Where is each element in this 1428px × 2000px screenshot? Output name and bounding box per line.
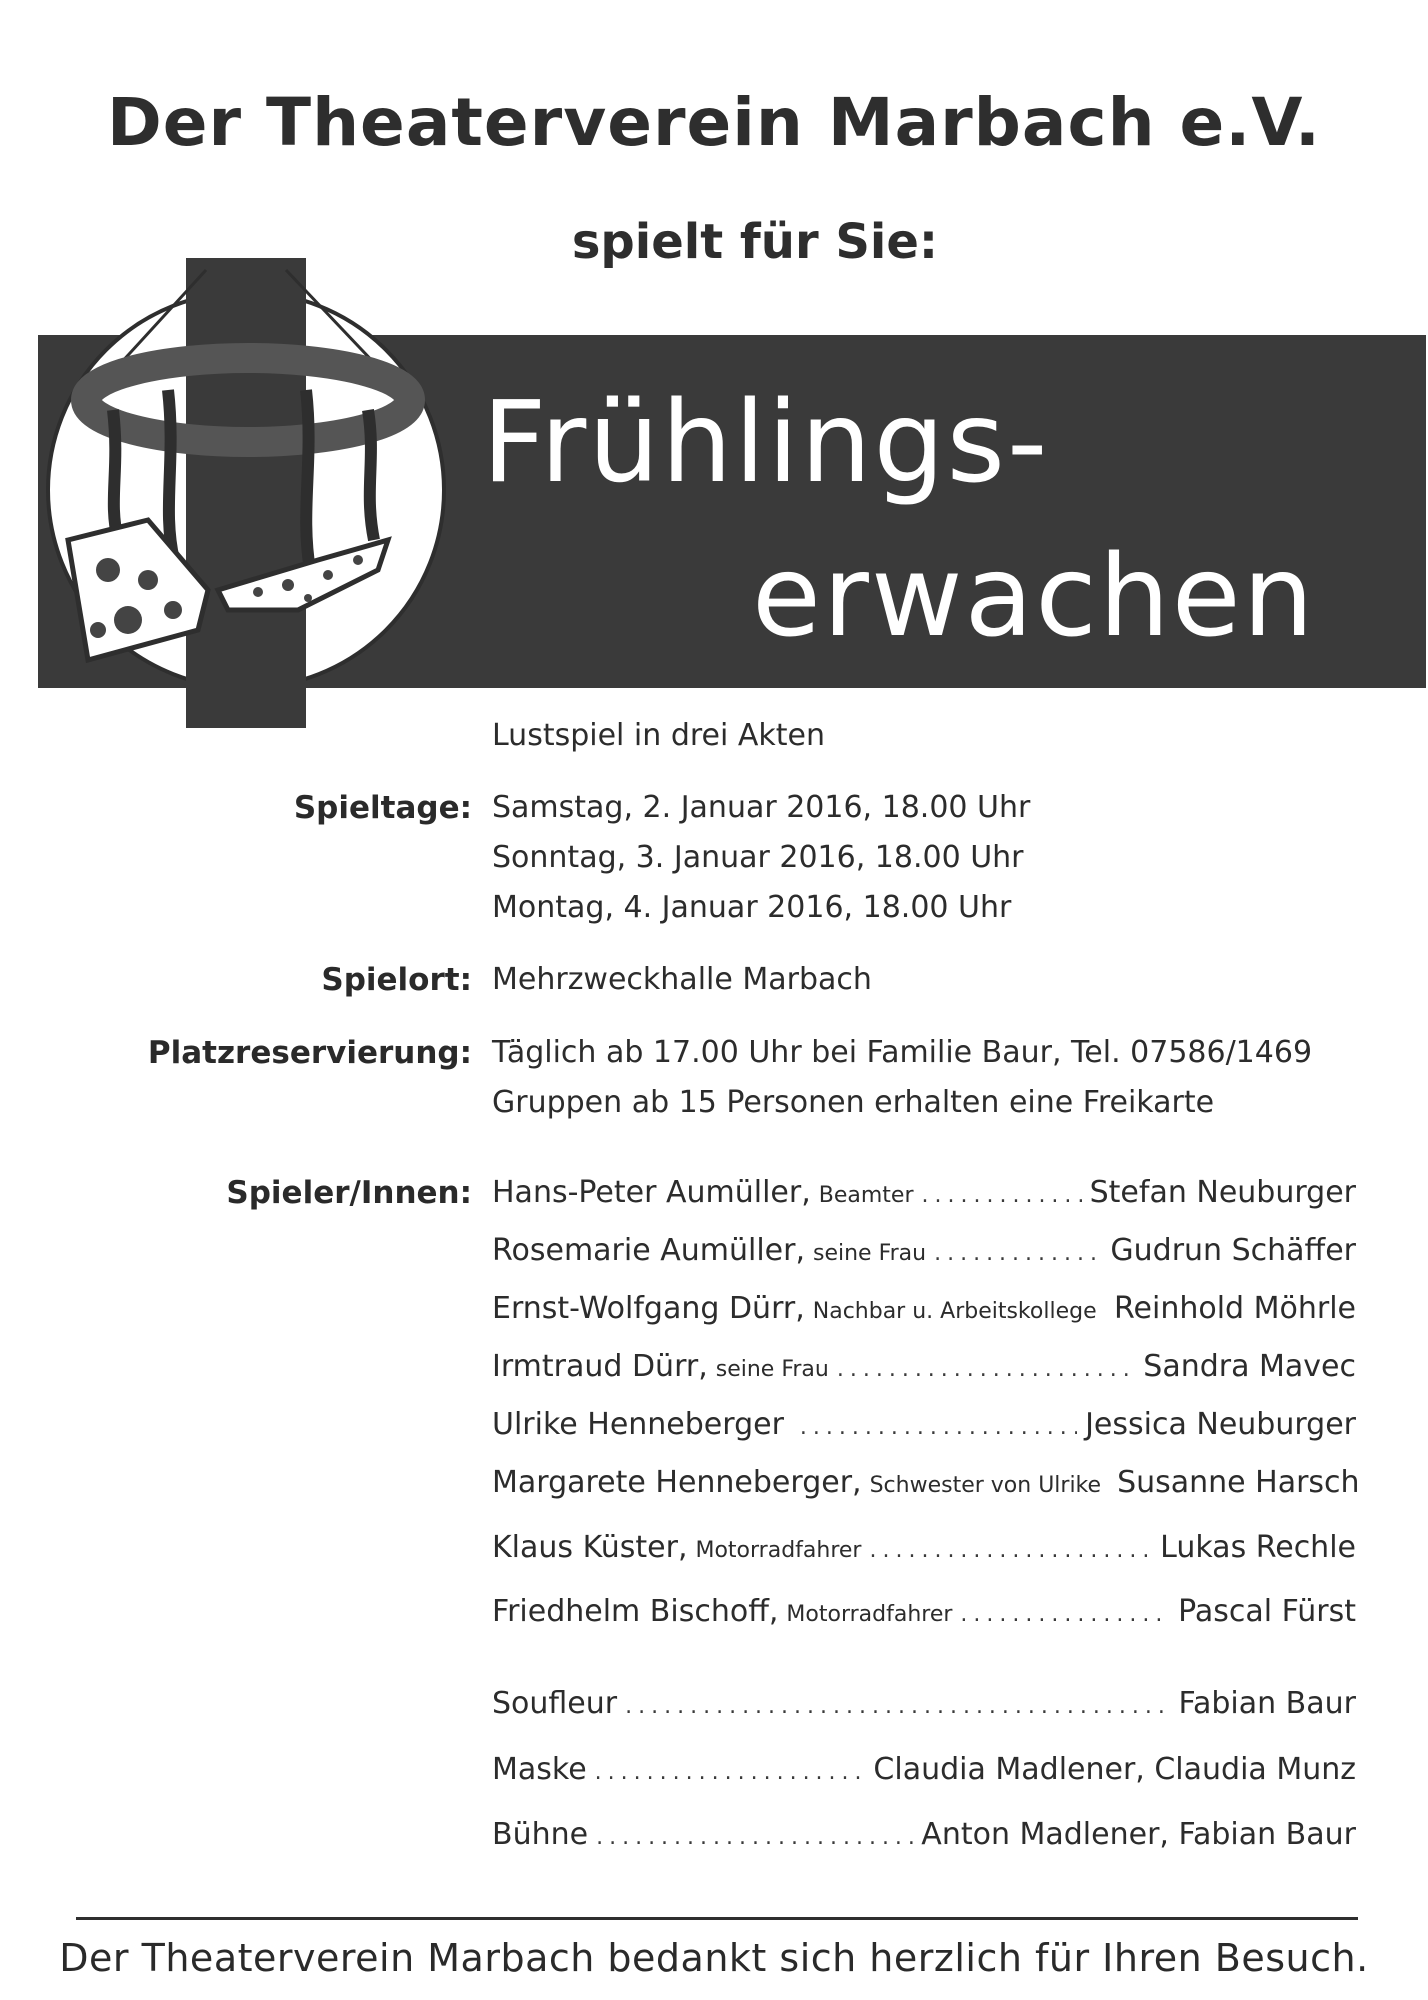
reservation-label: Platzreservierung: [147, 1035, 472, 1071]
venue-label: Spielort: [321, 962, 472, 998]
leader-dots [869, 1538, 1152, 1563]
cast-row [492, 1530, 1356, 1565]
actor-name: Jessica Neuburger [1085, 1407, 1356, 1442]
leader-dots [595, 1760, 866, 1785]
leader-dots [1105, 1299, 1106, 1324]
crew-names: Claudia Madlener, Claudia Munz [873, 1752, 1356, 1787]
actor-name: Sandra Mavec [1143, 1349, 1356, 1384]
leader-dots [625, 1694, 1170, 1719]
crew-function: Soufleur [492, 1686, 618, 1721]
footer-thanks: Der Theaterverein Marbach bedankt sich herzlich für Ihren Besuch. [59, 1936, 1369, 1980]
character-role: Motorradfahrer [786, 1602, 953, 1627]
actor-name: Reinhold Möhrle [1114, 1291, 1356, 1326]
organization-title: Der Theaterverein Marbach e.V. [106, 84, 1322, 161]
crew-row [492, 1686, 1356, 1721]
character-name: Klaus Küster, [492, 1530, 688, 1565]
leader-dots [922, 1183, 1082, 1208]
character-role: Nachbar u. Arbeitskollege [812, 1299, 1097, 1324]
character-name: Irmtraud Dürr, [492, 1349, 708, 1384]
cast-row [492, 1175, 1356, 1210]
cast-row [492, 1465, 1360, 1500]
character-name: Ulrike Henneberger [492, 1407, 784, 1442]
actor-name: Lukas Rechle [1160, 1530, 1356, 1565]
footer-divider [76, 1917, 1358, 1920]
venue: Mehrzweckhalle Marbach [492, 962, 872, 997]
actor-name: Pascal Fürst [1178, 1594, 1356, 1629]
character-role: seine Frau [715, 1357, 829, 1382]
character-role: Schwester von Ulrike [869, 1473, 1102, 1498]
reservation-line-1: Täglich ab 17.00 Uhr bei Familie Baur, Tel. 07586/1469 [492, 1035, 1313, 1070]
cast-label: Spieler/Innen: [226, 1175, 472, 1211]
genre: Lustspiel in drei Akten [492, 718, 825, 753]
leader-dots [800, 1415, 1077, 1440]
crew-names: Anton Madlener, Fabian Baur [921, 1817, 1356, 1852]
character-name: Hans-Peter Aumüller, [492, 1175, 811, 1210]
subtitle: spielt für Sie: [571, 214, 939, 270]
character-name: Margarete Henneberger, [492, 1465, 862, 1500]
leader-dots [960, 1602, 1170, 1627]
crew-function: Maske [492, 1752, 587, 1787]
crew-names: Fabian Baur [1178, 1686, 1356, 1721]
leader-dots [934, 1241, 1102, 1266]
cast-row [492, 1594, 1356, 1629]
cast-row [492, 1349, 1356, 1384]
crew-row [492, 1817, 1356, 1852]
character-role: Motorradfahrer [695, 1538, 862, 1563]
crew-row [492, 1752, 1356, 1787]
play-title-line1: Frühlings- [482, 378, 1050, 508]
reservation-line-2: Gruppen ab 15 Personen erhalten eine Freikarte [492, 1085, 1215, 1120]
date-2: Sonntag, 3. Januar 2016, 18.00 Uhr [492, 840, 1024, 875]
play-title-line2: erwachen [752, 532, 1316, 662]
character-name: Ernst-Wolfgang Dürr, [492, 1291, 805, 1326]
date-3: Montag, 4. Januar 2016, 18.00 Uhr [492, 890, 1012, 925]
leader-dots [837, 1357, 1135, 1382]
actor-name: Stefan Neuburger [1089, 1175, 1356, 1210]
character-role: Beamter [818, 1183, 914, 1208]
logo-pole [186, 258, 306, 728]
leader-dots [596, 1825, 913, 1850]
character-role: seine Frau [812, 1241, 927, 1266]
cast-row [492, 1233, 1356, 1268]
cast-row [492, 1291, 1356, 1326]
actor-name: Gudrun Schäffer [1110, 1233, 1356, 1268]
crew-function: Bühne [492, 1817, 589, 1852]
character-name: Rosemarie Aumüller, [492, 1233, 805, 1268]
date-1: Samstag, 2. Januar 2016, 18.00 Uhr [492, 790, 1031, 825]
cast-row [492, 1407, 1356, 1442]
character-name: Friedhelm Bischoff, [492, 1594, 779, 1629]
actor-name: Susanne Harsch [1117, 1465, 1360, 1500]
maypole-logo [38, 240, 468, 730]
dates-label: Spieltage: [293, 790, 472, 826]
